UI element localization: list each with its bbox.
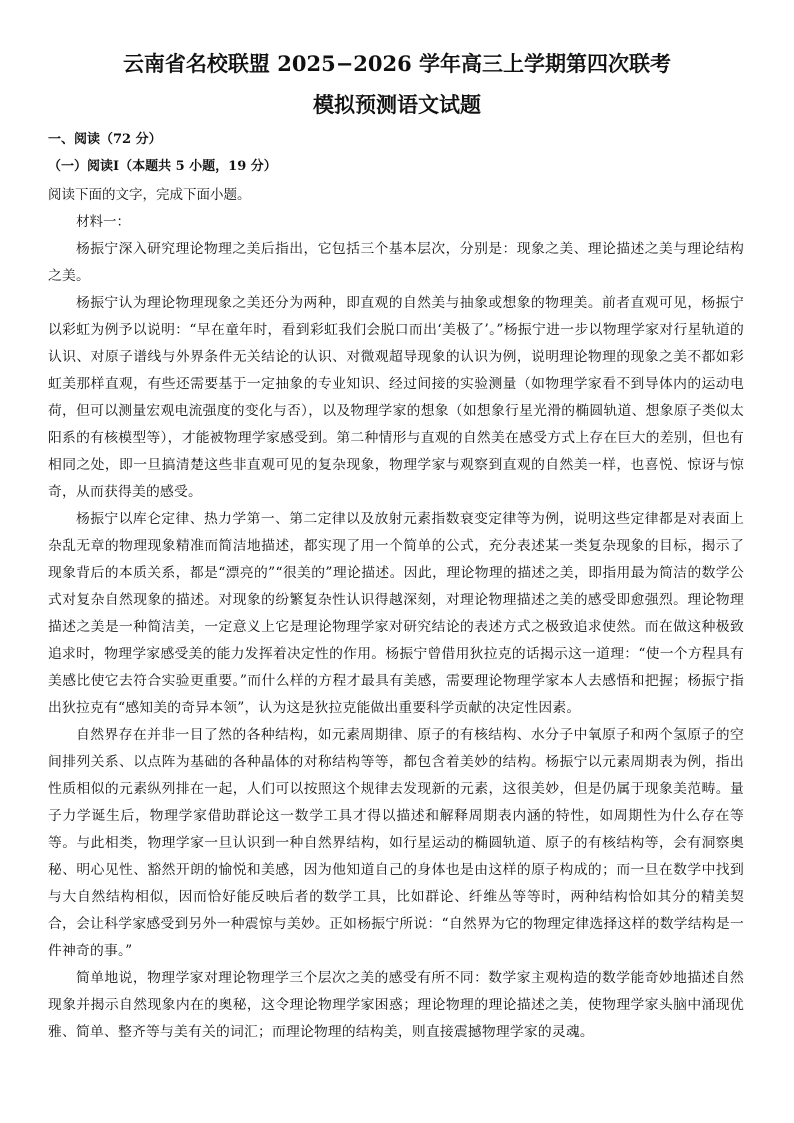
paragraph: 自然界存在并非一目了然的各种结构，如元素周期律、原子的有核结构、水分子中氧原子和两个氢原子的空间排列关系、以点阵为基础的各种晶体的对称结构等等，都包含着美妙的结构。杨振宁以元素周期表为例，指出性质相似的元素纵列排在一起，人们可以按照这个规律去发现新的元素，这很美妙，但是仍属于现象美范畴。量子力学诞生后，物理学家借助群论这一数学工具才得以描述和解释周期表内涵的特性，如周期性为什么存在等等。与此相类，物理学家一旦认识到一种自然界结构，如行星运动的椭圆轨道、原子的有核结构等，会有洞察奥秘、明心见性、豁然开朗的愉悦和美感，因为他知道自己的身体也是由这样的原子构成的；而一旦在数学中找到与大自然结构相似，因而恰好能反映后者的数学工具，比如群论、纤维丛等等时，两种结构恰如其分的精美契合，会让科学家感受到另外一种震惊与美妙。正如杨振宁所说：“自然界为它的物理定律选择这样的数学结构是一件神奇的事。” (48, 727, 744, 959)
section-heading: 一、阅读（72 分） (48, 132, 162, 147)
subsection-heading: （一）阅读Ⅰ（本题共 5 小题，19 分） (48, 159, 277, 174)
paragraph: 杨振宁认为理论物理现象之美还分为两种，即直观的自然美与抽象或想象的物理美。前者直观可见，杨振宁以彩虹为例予以说明：“早在童年时，看到彩虹我们会脱口而出‘美极了’。”杨振宁进一步以物理学家对行星轨道的认识、对原子谱线与外界条件无关结论的认识、对微观超导现象的认识为例，说明理论物理的现象之美不都如彩虹美那样直观，有些还需要基于一定抽象的专业知识、经过间接的实验测量（如物理学家看不到导体内的运动电荷，但可以测量宏观电流强度的变化与否），以及物理学家的想象（如想象行星光滑的椭圆轨道、想象原子类似太阳系的有核模型等），才能被物理学家感受到。第二种情形与直观的自然美在感受方式上存在巨大的差别，但也有相同之处，即一旦搞清楚这些非直观可见的复杂现象，物理学家与观察到直观的自然美一样，也喜悦、惊讶与惊奇，从而获得美的感受。 (48, 295, 744, 500)
paragraph: 杨振宁以库仑定律、热力学第一、第二定律以及放射元素指数衰变定律等为例，说明这些定律都是对表面上杂乱无章的物理现象精准而简洁地描述，都实现了用一个简单的公式，充分表述某一类复杂现象的目标，揭示了现象背后的本质关系，都是“漂亮的”“很美的”理论描述。因此，理论物理的描述之美，即指用最为简洁的数学公式对复杂自然现象的描述。对现象的纷繁复杂性认识得越深刻，对理论物理描述之美的感受即愈强烈。理论物理描述之美是一种简洁美，一定意义上它是理论物理学家对研究结论的表述方式之极致追求使然。而在做这种极致追求时，物理学家感受美的能力发挥着决定性的作用。杨振宁曾借用狄拉克的话揭示这一道理：“使一个方程具有美感比使它去符合实验更重要。”而什么样的方程才最具有美感，需要理论物理学家本人去感悟和把握；杨振宁指出狄拉克有“感知美的奇异本领”，认为这是狄拉克能做出重要科学贡献的决定性因素。 (48, 511, 744, 716)
exam-subtitle: 模拟预测语文试题 (313, 92, 481, 117)
reading-instruction: 阅读下面的文字，完成下面小题。 (48, 187, 251, 203)
exam-title: 云南省名校联盟 2025−2026 学年高三上学期第四次联考 (122, 51, 672, 76)
material-body (48, 236, 744, 1046)
paragraph: 简单地说，物理学家对理论物理学三个层次之美的感受有所不同：数学家主观构造的数学能奇妙地描述自然现象并揭示自然现象内在的奥秘，这令理论物理学家困惑；理论物理的理论描述之美，使物理学家头脑中涌现优雅、简单、整齐等与美有关的词汇；而理论物理的结构美，则直接震撼物理学家的灵魂。 (48, 970, 744, 1040)
paragraph: 杨振宁深入研究理论物理之美后指出，它包括三个基本层次，分别是：现象之美、理论描述之美与理论结构之美。 (48, 241, 744, 284)
material-label: 材料一： (76, 214, 130, 230)
